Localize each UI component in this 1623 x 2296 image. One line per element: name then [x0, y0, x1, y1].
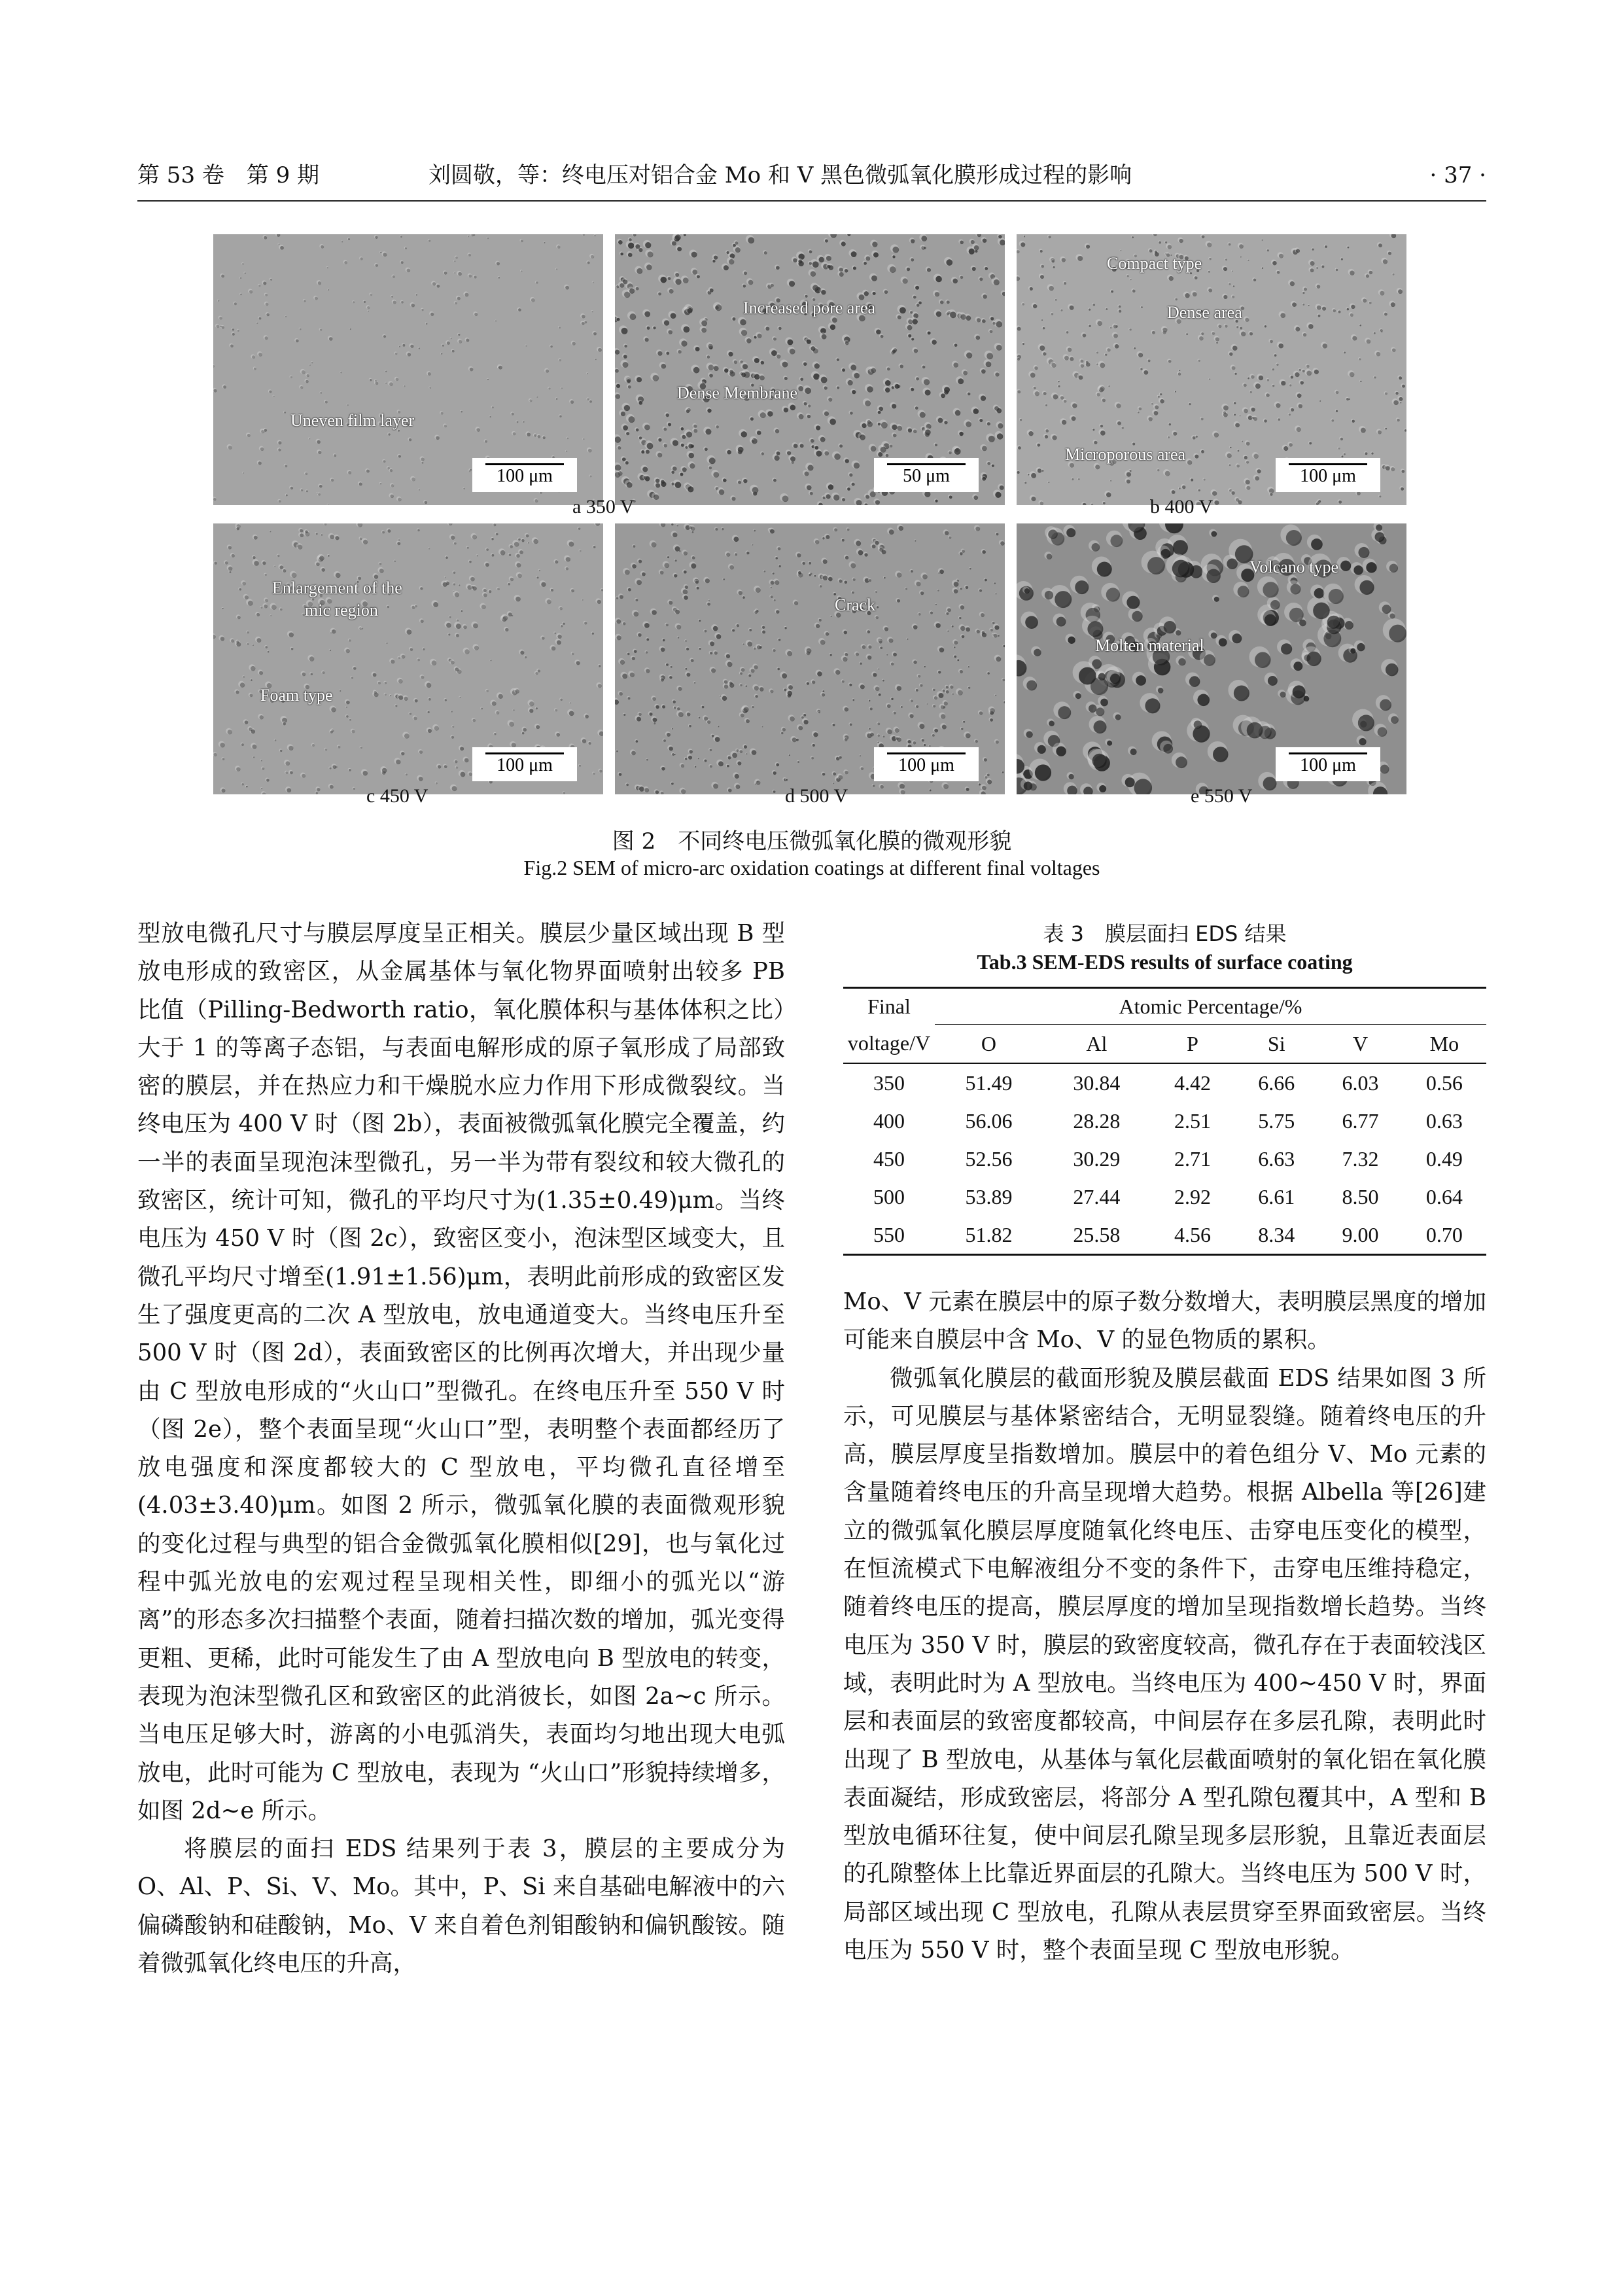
table-cell: 500 [873, 1184, 905, 1209]
table-title-zh: 表 3 膜层面扫 EDS 结果 [1043, 921, 1287, 946]
sem-panel-a-detail [615, 234, 1005, 505]
figure-caption-en: Fig.2 SEM of micro-arc oxidation coatings at different final voltages [523, 856, 1100, 879]
running-header [137, 156, 1486, 195]
table-cell: 6.77 [1342, 1108, 1379, 1133]
table-cell: 4.56 [1151, 1216, 1234, 1255]
annotation: Dense Membrane [677, 383, 798, 402]
sem-panel-a [213, 234, 603, 505]
table-cell: 0.49 [1425, 1146, 1463, 1171]
table-cell: 7.32 [1342, 1146, 1379, 1171]
article-title-header: 刘圆敬，等：终电压对铝合金 Mo 和 V 黑色微弧氧化膜形成过程的影响 [428, 162, 1132, 188]
annotation: Increased pore area [743, 298, 876, 317]
paragraph: Mo、V 元素在膜层中的原子数分数增大，表明膜层黑度的增加可能来自膜层中含 Mo、V 的显色物质的累积。 [843, 1288, 1486, 1354]
scale-bar: 100 μm [1276, 747, 1380, 781]
table-cell: 56.06 [965, 1108, 1013, 1133]
panel-label-a: a 350 V [572, 496, 635, 518]
annotation: Molten material [1095, 636, 1204, 655]
table-cell: 30.29 [1073, 1146, 1121, 1171]
table-cell: 25.58 [1043, 1216, 1151, 1255]
column-header: P [1151, 1025, 1234, 1064]
annotation: Compact type [1107, 254, 1202, 273]
paragraph: 微弧氧化膜层的截面形貌及膜层截面 EDS 结果如图 3 所示，可见膜层与基体紧密结合，无明显裂缝。随着终电压的升高，膜层厚度呈指数增加。膜层中的着色组分 V、Mo 元素的含量随着终电压的升高呈现增大趋势。根据 Albella 等[26]建立的微弧氧化膜层厚度随氧化终电压、击穿电压变化的模型，在恒流模式下电解液组分不变的条件下，击穿电压维持稳定，随着终电压的提高，膜层厚度的增加呈现指数增长趋势。当终电压为 350 V 时，膜层的致密度较高，微孔存在于表面较浅区域，表明此时为 A 型放电。当终电压为 400~450 V 时，界面层和表面层的致密度都较高，中间层存在多层孔隙，表明此时出现了 B 型放电，从基体与氧化层截面喷射的氧化铝在氧化膜表面凝结，形成致密层，将部分 A 型孔隙包覆其中，A 型和 B 型放电循环往复，使中间层孔隙呈现多层形貌，且靠近表面层的孔隙整体上比靠近界面层的孔隙大。当终电压为 500 V 时，局部区域出现 C 型放电，孔隙从表层贯穿至界面致密层。当终电压为 550 V 时，整个表面呈现 C 型放电形貌。 [843, 1364, 1486, 1964]
table-cell: 8.34 [1234, 1216, 1318, 1255]
panel-label-d: d 500 V [785, 785, 848, 807]
table-cell: 400 [873, 1108, 905, 1133]
table-title-en: Tab.3 SEM-EDS results of surface coating [977, 950, 1353, 974]
figure-caption-zh: 图 2 不同终电压微弧氧化膜的微观形貌 [612, 828, 1012, 855]
panel-label-c: c 450 V [366, 785, 428, 807]
paragraph: 型放电微孔尺寸与膜层厚度呈正相关。膜层少量区域出现 B 型放电形成的致密区，从金属基体与氧化物界面喷射出较多 PB 比值（Pilling-Bedworth ratio，氧化膜体积与基体体积之比）大于 1 的等离子态铝，与表面电解形成的原子氧形成了局部致密的膜层，并在热应力和干燥脱水应力作用下形成微裂纹。当终电压为 400 V 时（图 2b），表面被微弧氧化膜完全覆盖，约一半的表面呈现泡沫型微孔，另一半为带有裂纹和较大微孔的致密区，统计可知，微孔的平均尺寸为(1.35±0.49)μm。当终电压为 450 V 时（图 2c），致密区变小，泡沫型区域变大，且微孔平均尺寸增至(1.91±1.56)μm，表明此前形成的致密区发生了强度更高的二次 A 型放电，放电通道变大。当终电压升至 500 V 时（图 2d），表面致密区的比例再次增大，并出现少量由 C 型放电形成的“火山口”型微孔。在终电压升至 550 V 时（图 2e），整个表面呈现“火山口”型，表明整个表面都经历了放电强度和深度都较大的 C 型放电，平均微孔直径增至(4.03±3.40)μm。如图 2 所示，微弧氧化膜的表面微观形貌的变化过程与典型的铝合金微弧氧化膜相似[29]，也与氧化过程中弧光放电的宏观过程呈现相关性，即细小的弧光以“游离”的形态多次扫描整个表面，随着扫描次数的增加，弧光变得更粗、更稀，此时可能发生了由 A 型放电向 B 型放电的转变，表现为泡沫型微孔区和致密区的此消彼长，如图 2a~c 所示。当电压足够大时，游离的小电弧消失，表面均匀地出现大电弧放电，此时可能为 C 型放电，表现为 “火山口”形貌持续增多，如图 2d~e 所示。 [137, 920, 785, 1824]
annotation: Volcano type [1249, 557, 1338, 576]
table-cell: 550 [843, 1216, 935, 1255]
scale-bar: 50 μm [874, 458, 979, 492]
table-cell: 52.56 [965, 1146, 1013, 1171]
table-row [843, 1178, 1486, 1216]
table-cell: 0.70 [1403, 1216, 1486, 1255]
journal-issue: 第 53 卷 第 9 期 [137, 162, 320, 188]
table-row [843, 1102, 1486, 1140]
annotation: Uneven film layer [290, 411, 415, 430]
table-cell: 2.71 [1174, 1146, 1211, 1171]
column-header: Si [1234, 1025, 1318, 1064]
table-row [843, 1216, 1486, 1255]
table-cell: 28.28 [1073, 1108, 1121, 1133]
table-cell: 6.03 [1342, 1070, 1379, 1095]
annotation: Enlargement of the [272, 578, 402, 597]
table-cell: 53.89 [965, 1184, 1013, 1209]
sem-panel-b [1017, 234, 1406, 505]
annotation: mic region [305, 601, 378, 620]
scale-bar: 100 μm [472, 747, 577, 781]
table-cell: 27.44 [1073, 1184, 1121, 1209]
annotation: Dense area [1167, 303, 1242, 322]
table-cell: 6.66 [1258, 1070, 1295, 1095]
page-number: · 37 · [1429, 162, 1486, 188]
column-header: O [935, 1025, 1043, 1064]
row-header: Final [843, 988, 935, 1025]
table-cell: 9.00 [1318, 1216, 1402, 1255]
table-cell: 4.42 [1174, 1070, 1211, 1095]
left-column [137, 915, 785, 1983]
sem-panel-e [1017, 523, 1406, 794]
row-header: voltage/V [843, 1025, 935, 1064]
column-header: V [1318, 1025, 1402, 1064]
table-cell: 450 [873, 1146, 905, 1171]
scale-bar: 100 μm [874, 747, 979, 781]
table-cell: 5.75 [1258, 1108, 1295, 1133]
annotation: Microporous area [1065, 445, 1186, 464]
eds-results-table [843, 987, 1486, 1256]
sem-panel-d [615, 523, 1005, 794]
sem-panel-c [213, 523, 603, 794]
scale-bar: 100 μm [472, 458, 577, 492]
annotation: Foam type [260, 686, 333, 705]
column-header: Mo [1403, 1025, 1486, 1064]
table-cell: 350 [873, 1070, 905, 1095]
table-cell: 0.56 [1425, 1070, 1463, 1095]
table-cell: 6.63 [1258, 1146, 1295, 1171]
table-cell: 0.64 [1425, 1184, 1463, 1209]
table-cell: 0.63 [1425, 1108, 1463, 1133]
table-cell: 2.51 [1174, 1108, 1211, 1133]
column-header: Al [1043, 1025, 1151, 1064]
scale-bar: 100 μm [1276, 458, 1380, 492]
table-cell: 6.61 [1258, 1184, 1295, 1209]
panel-label-b: b 400 V [1150, 496, 1213, 518]
table-cell: 51.49 [965, 1070, 1013, 1095]
table-cell: 2.92 [1174, 1184, 1211, 1209]
annotation: Crack [835, 595, 876, 614]
table-row [843, 1063, 1486, 1102]
table-cell: 51.82 [935, 1216, 1043, 1255]
paragraph: 将膜层的面扫 EDS 结果列于表 3，膜层的主要成分为 O、Al、P、Si、V、Mo。其中，P、Si 来自基础电解液中的六偏磷酸钠和硅酸钠，Mo、V 来自着色剂钼酸钠和偏钒酸铵。随着微弧氧化终电压的升高， [137, 1835, 785, 1977]
table-cell: 8.50 [1342, 1184, 1379, 1209]
table-row [843, 1140, 1486, 1178]
group-header: Atomic Percentage/% [935, 988, 1486, 1025]
panel-label-e: e 550 V [1191, 785, 1253, 807]
header-rule [137, 200, 1486, 202]
table-cell: 30.84 [1073, 1070, 1121, 1095]
right-column [843, 1283, 1486, 1969]
